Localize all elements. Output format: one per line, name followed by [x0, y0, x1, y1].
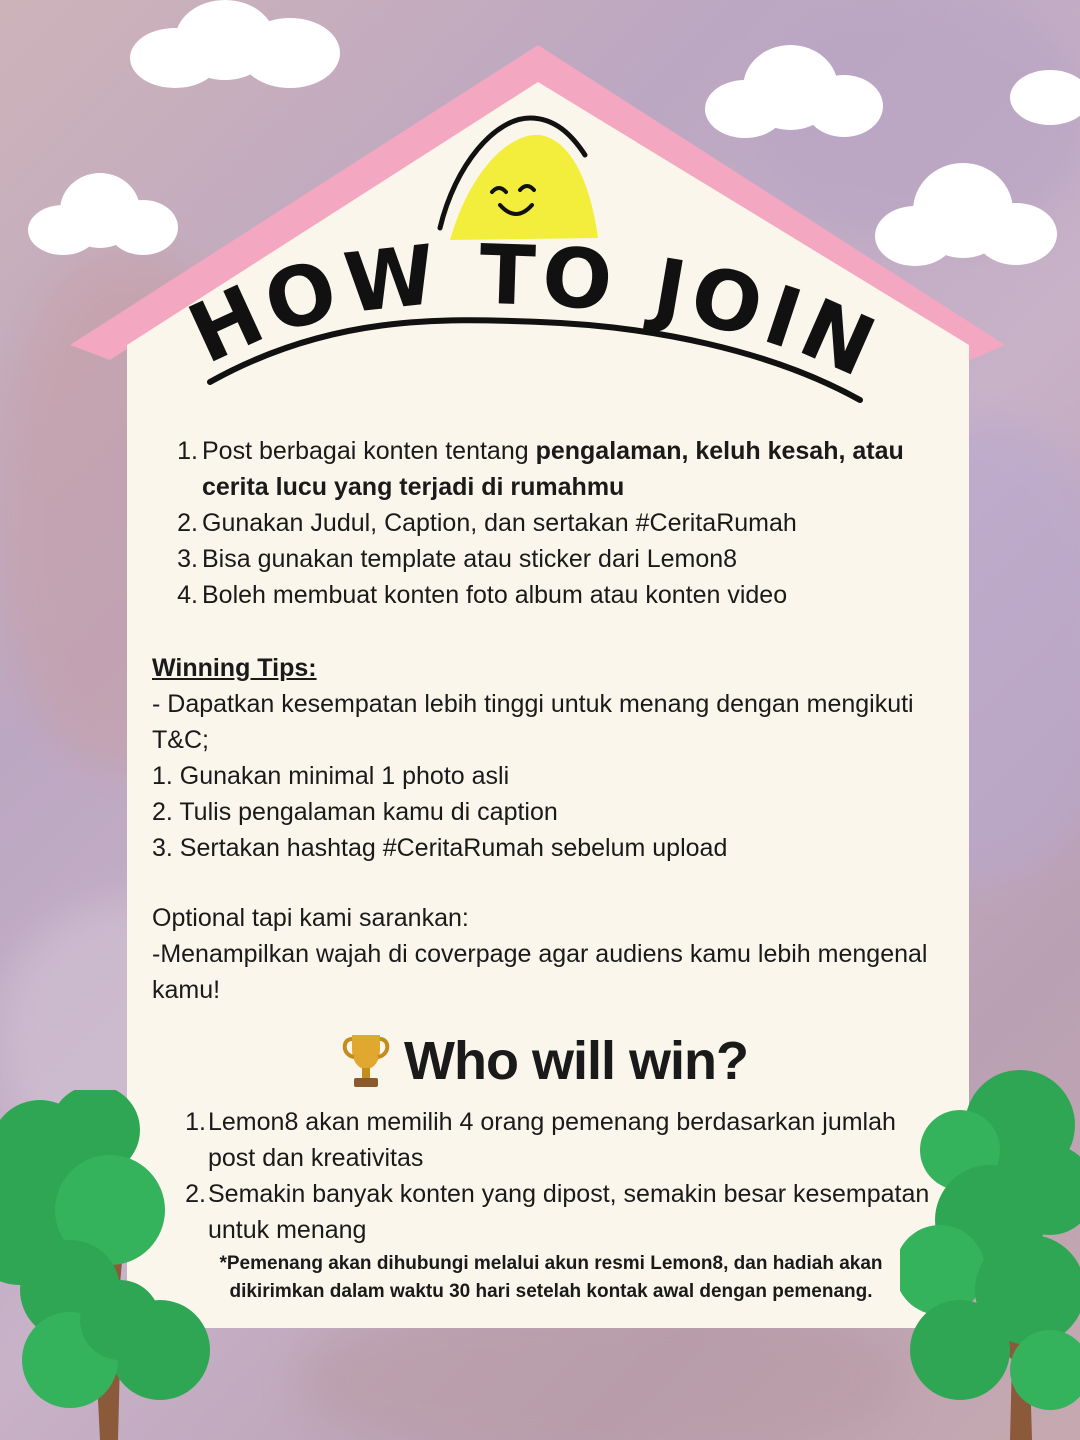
winning-tips-section	[152, 650, 952, 866]
lemon-mascot-icon	[440, 118, 598, 240]
title-text: HOW TO JOIN	[175, 227, 894, 399]
tips-item: 1. Gunakan minimal 1 photo asli	[152, 762, 510, 790]
tips-intro: - Dapatkan kesempatan lebih tinggi untuk menang dengan mengikuti T&C;	[152, 690, 914, 754]
list-number: 3.	[177, 545, 198, 573]
join-steps-list	[168, 433, 948, 613]
list-number: 2.	[177, 509, 198, 537]
list-text: Semakin banyak konten yang dipost, semakin besar kesempatan untuk menang	[208, 1180, 930, 1244]
list-item	[168, 433, 948, 505]
tree-right-icon	[900, 1070, 1080, 1440]
tree-left-icon	[0, 1090, 230, 1440]
tips-item: 2. Tulis pengalaman kamu di caption	[152, 798, 558, 826]
step-text-plain: Post berbagai konten tentang	[202, 437, 536, 465]
list-text: Lemon8 akan memilih 4 orang pemenang berdasarkan jumlah post dan kreativitas	[208, 1108, 896, 1172]
trophy-icon	[340, 1031, 392, 1091]
list-item	[180, 1176, 940, 1248]
list-number: 4.	[177, 581, 198, 609]
list-item	[168, 577, 948, 613]
title-graphic	[0, 0, 1080, 420]
list-text: Boleh membuat konten foto album atau konten video	[202, 581, 788, 609]
optional-text: -Menampilkan wajah di coverpage agar audiens kamu lebih mengenal kamu!	[152, 940, 928, 1004]
list-text: Bisa gunakan template atau sticker dari Lemon8	[202, 545, 738, 573]
step-text-bold: pengalaman, keluh kesah, atau cerita lucu yang terjadi di rumahmu	[202, 437, 904, 501]
tips-heading: Winning Tips:	[152, 654, 317, 682]
list-text: Gunakan Judul, Caption, dan sertakan #CeritaRumah	[202, 509, 797, 537]
winner-criteria-list	[180, 1104, 940, 1248]
list-number: 1.	[185, 1108, 206, 1136]
tips-item: 3. Sertakan hashtag #CeritaRumah sebelum upload	[152, 834, 728, 862]
list-item	[180, 1104, 940, 1176]
list-number: 1.	[177, 437, 198, 465]
list-number: 2.	[185, 1180, 206, 1208]
who-will-win-heading	[340, 1030, 760, 1092]
list-item	[168, 505, 948, 541]
list-text	[202, 433, 948, 505]
win-title-text: Who will win?	[404, 1031, 748, 1091]
optional-heading: Optional tapi kami sarankan:	[152, 904, 469, 932]
list-item	[168, 541, 948, 577]
winner-note: *Pemenang akan dihubungi melalui akun resmi Lemon8, dan hadiah akan dikirimkan dalam waktu 30 hari setelah kontak awal dengan pemenang.	[219, 1253, 883, 1302]
optional-section	[152, 900, 942, 1008]
